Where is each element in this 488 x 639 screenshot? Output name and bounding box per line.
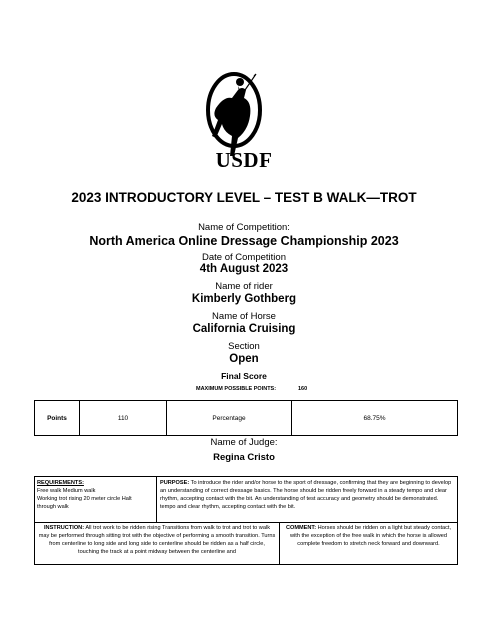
usdf-logo-text: USDF [215,148,273,172]
requirements-box [34,476,458,565]
section-value: Open [229,353,259,365]
comment-label: COMMENT: [285,525,317,531]
rider-value: Kimberly Gothberg [191,293,297,305]
comment-cell [280,522,457,565]
max-points-label: MAXIMUM POSSIBLE POINTS: [196,386,277,392]
rider-label: Name of rider [215,281,273,292]
max-points-value: 160 [298,386,308,392]
requirements-label: REQUIREMENTS: [37,480,84,486]
requirements-line3: through walk [37,504,69,511]
horse-value: California Cruising [192,323,296,335]
instruction-label: INSTRUCTION: [43,525,85,531]
score-table [34,400,458,436]
instruction-cell [35,522,280,565]
comment-text: Horses should be ridden on a light but steady contact, with the exception of the free walk in which the horse is allowed complete freedom to stretch neck forward and downward. [289,525,452,548]
points-label: Points [35,401,80,436]
judge-label: Name of Judge: [210,437,278,448]
purpose-label: PURPOSE: [160,480,190,486]
final-score-label: Final Score [221,371,267,381]
requirements-line1: Free walk Medium walk [37,488,96,495]
points-value: 110 [80,401,167,436]
requirements-line2: Working trot rising 20 meter circle Halt [37,496,132,503]
requirements-cell [35,477,157,522]
competition-label: Name of Competition: [198,222,290,233]
purpose-cell [157,477,457,522]
date-value: 4th August 2023 [199,263,289,275]
purpose-text: To introduce the rider and/or horse to the sport of dressage, confirming that they are beginning to develop an understanding of correct dressage basics. The horse should be ridden freely forward in a steady tempo and clear rhythm, accepting contact with the bit. An understanding of test accuracy and geometry should be demonstrated. tempo and clear rhythm, accepting contact with the bit. [160,480,452,511]
competition-value: North America Online Dressage Championship 2023 [89,234,399,248]
percentage-value: 68.75% [292,401,458,436]
horse-label: Name of Horse [212,311,276,322]
section-label: Section [228,341,260,352]
test-title: 2023 INTRODUCTORY LEVEL – TEST B WALK—TROT [71,190,417,205]
judge-value: Regina Cristo [213,452,275,463]
percentage-label: Percentage [167,401,292,436]
instruction-text: All trot work to be ridden rising Transitions from walk to trot and trot to walk may be performed through sitting trot with the objective of performing a smooth transition. Turns from centerline to long side and long side to centerline should be ridden as a half circle, touching the track at a point midway between the centerline and [38,525,276,556]
date-label: Date of Competition [202,252,286,263]
